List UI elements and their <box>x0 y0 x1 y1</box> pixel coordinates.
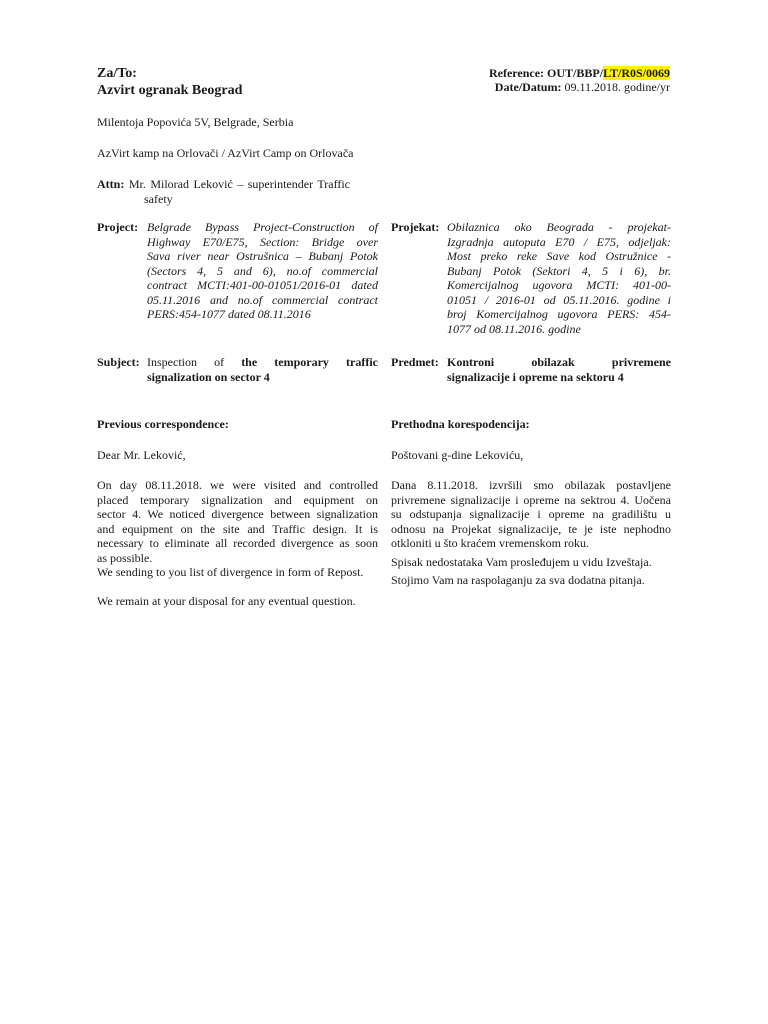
project-sr-line: broj Komercijalnog ugovora PERS: 454- <box>447 307 671 321</box>
date-label: Date/Datum: <box>494 80 562 94</box>
subject-sr <box>391 355 671 384</box>
body-sr-line: otkloniti u što kraćem vremenskom roku. <box>391 536 589 550</box>
attn-label: Attn: <box>97 177 125 191</box>
project-sr-line: Bubanj Potok (Sektori 4, 5 i 6), br. <box>447 263 671 278</box>
body-en-line: and equipment on the site and Traffic design. It is <box>97 521 378 536</box>
project-en-label: Project: <box>97 220 139 234</box>
body-en <box>97 478 378 608</box>
body-sr-line: odnosu na Projekat signalizacije, te je iste nephodno <box>391 521 671 536</box>
project-sr-line: Obilaznica oko Beograda - projekat- <box>447 220 671 234</box>
subject-en-bold: the temporary traffic <box>241 355 378 369</box>
camp: AzVirt kamp na Orlovači / AzVirt Camp on Orlovača <box>97 146 354 160</box>
subject-sr-label: Predmet: <box>391 355 439 369</box>
project-en-line: 05.11.2016 and no.of commercial contract <box>147 292 378 307</box>
project-sr-line: Most preko reke Save kod Ostružnice - <box>447 249 671 263</box>
project-en-line: (Sectors 4, 5 and 6), no.of commercial <box>147 263 378 278</box>
project-sr <box>391 220 671 336</box>
reference-highlight: LT/R0S/0069 <box>603 66 670 80</box>
prev-correspondence-en: Previous correspondence: <box>97 417 229 431</box>
date-value: 09.11.2018. godine/yr <box>561 80 670 94</box>
prev-correspondence-sr: Prethodna korespodencija: <box>391 417 530 431</box>
body-en-line: necessary to eliminate all recorded divergence as soon <box>97 536 378 550</box>
body-en-line: placed temporary signalization and equipment on <box>97 492 378 507</box>
address: Milentoja Popovića 5V, Belgrade, Serbia <box>97 115 294 129</box>
body-en-line: as possible. <box>97 550 153 565</box>
reference-line <box>489 66 670 80</box>
body-en-closing: We remain at your disposal for any eventual question. <box>97 593 356 608</box>
subject-en-label: Subject: <box>97 355 140 369</box>
project-sr-line: 1077 od 08.11.2016. godine <box>447 321 581 336</box>
attn-line1: Mr. Milorad Leković – superintender Traffic <box>128 177 351 191</box>
project-en-line: PERS:454-1077 dated 08.11.2016 <box>147 307 311 321</box>
body-sr-line: Dana 8.11.2018. izvršili smo obilazak postavljene <box>391 478 671 492</box>
project-en-line: Highway E70/E75, Section: Bridge over <box>147 234 378 249</box>
body-en-list-line: We sending to you list of divergence in form of Repost. <box>97 565 364 579</box>
subject-en-plain: Inspection of <box>147 355 242 369</box>
body-sr-closing: Stojimo Vam na raspolaganju za sva dodatna pitanja. <box>391 573 645 587</box>
project-en <box>97 220 378 322</box>
project-sr-line: Izgradnja autoputa E70 / E75, odjeljak: <box>447 234 671 249</box>
project-en-line: Sava river near Ostrušnica – Bubanj Potok <box>147 249 378 263</box>
body-sr <box>391 478 671 588</box>
project-sr-label: Projekat: <box>391 220 440 234</box>
recipient-name: Azvirt ogranak Beograd <box>97 83 243 98</box>
subject-en <box>97 355 378 384</box>
reference-label: Reference: OUT/BBP/ <box>488 66 604 80</box>
greeting-en: Dear Mr. Leković, <box>97 448 186 462</box>
date-line <box>495 80 670 94</box>
project-sr-line: 01051 / 2016-01 od 05.11.2016. godine i <box>447 292 671 307</box>
to-label: Za/To: <box>97 66 137 81</box>
attn-block <box>97 177 350 206</box>
subject-en-line2: signalization on sector 4 <box>147 369 270 384</box>
body-en-line: sector 4. We noticed divergence between signalization <box>97 507 378 521</box>
project-sr-line: Komercijalnog ugovora MCTI: 401-00- <box>447 278 671 292</box>
project-en-line: contract MCTI:401-00-01051/2016-01 dated <box>147 278 378 292</box>
project-en-text <box>147 220 378 322</box>
body-sr-line: privremene signalizacije i opreme na sektrou 4. Uočena <box>391 492 671 507</box>
body-sr-list-line: Spisak nedostataka Vam prosleđujem u vidu Izveštaja. <box>391 554 652 569</box>
attn-line2: safety <box>144 191 173 206</box>
project-sr-text <box>447 220 671 336</box>
project-en-line: Belgrade Bypass Project-Construction of <box>147 220 378 234</box>
subject-en-line1 <box>147 355 378 370</box>
body-sr-line: su odstupanja signalizacije i opreme na gradilištu u <box>391 507 671 521</box>
subject-sr-line2: signalizacije i opreme na sektoru 4 <box>447 369 624 384</box>
body-en-line: On day 08.11.2018. we were visited and controlled <box>97 478 378 492</box>
greeting-sr: Poštovani g-dine Lekoviću, <box>391 448 524 462</box>
subject-sr-line1: Kontroni obilazak privremene <box>447 355 671 369</box>
